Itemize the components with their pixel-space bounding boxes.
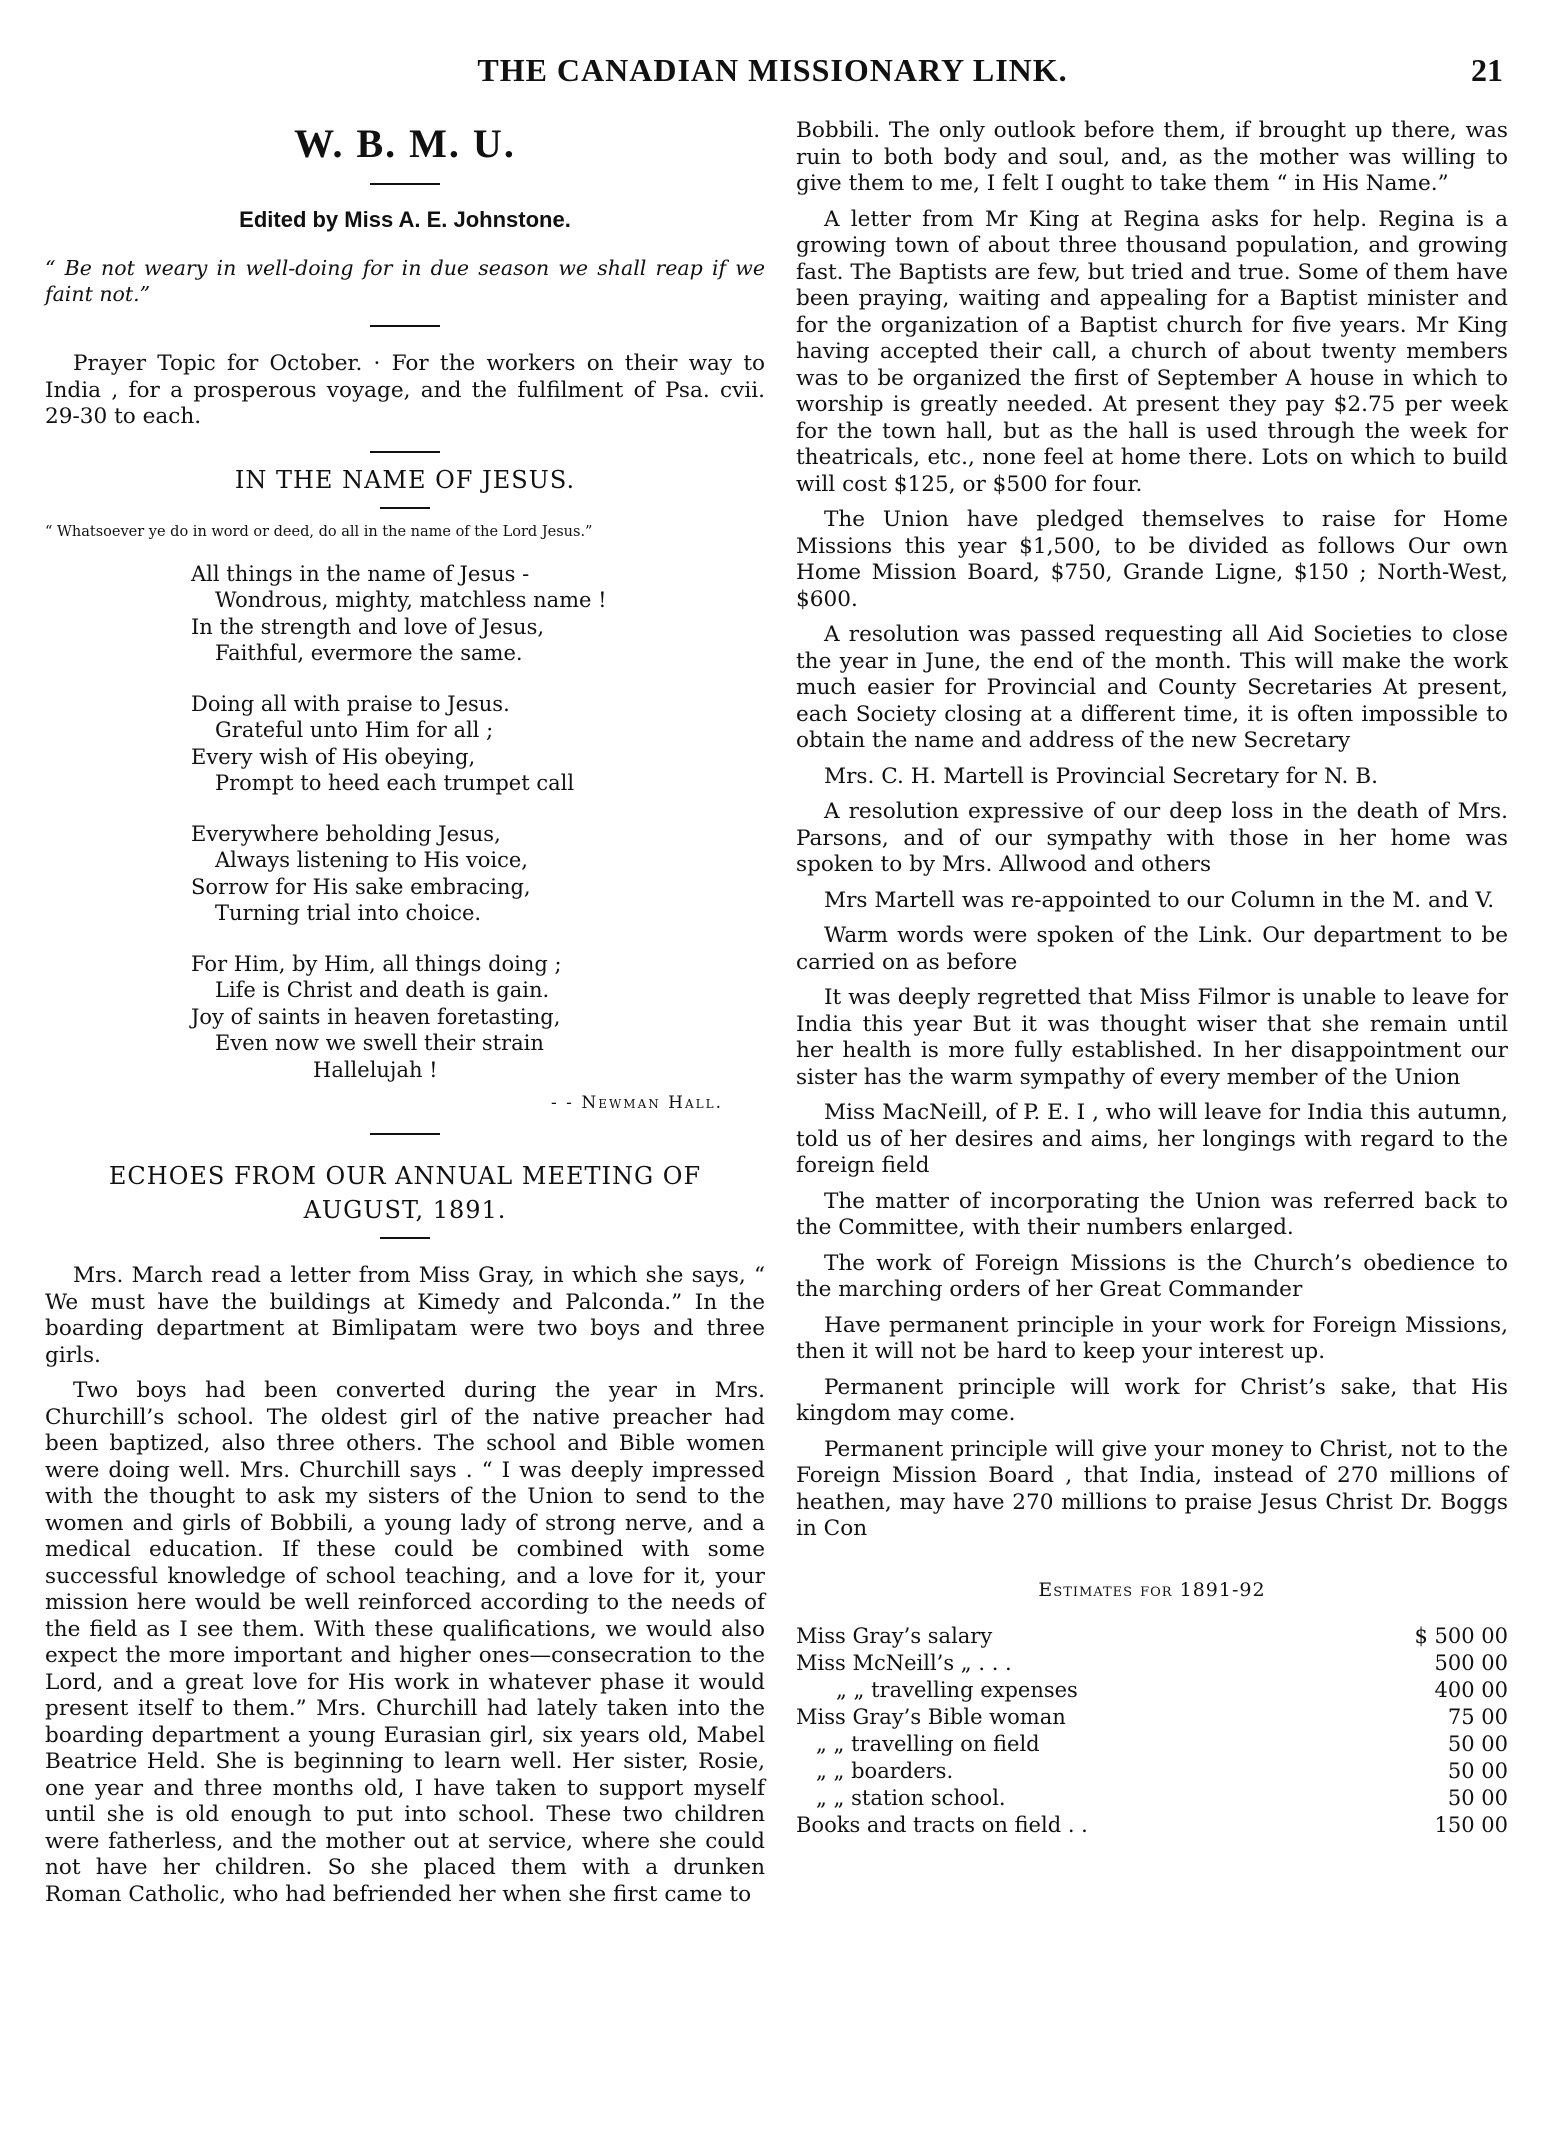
divider bbox=[380, 1237, 430, 1239]
poem-line: In the strength and love of Jesus, bbox=[191, 614, 545, 639]
poem-attribution: - - Newman Hall. bbox=[551, 1093, 723, 1113]
paragraph: A resolution expressive of our deep loss in the death of Mrs. Parsons, and of our sympathy with those in her home was spoken to by Mrs. Allwood and others bbox=[796, 799, 1508, 877]
estimate-item: „ „ station school. bbox=[816, 1785, 1006, 1810]
poem-line: Every wish of His obeying, bbox=[191, 744, 476, 769]
table-row bbox=[796, 1812, 1508, 1839]
poem bbox=[191, 561, 765, 1084]
poem-line: Wondrous, mighty, matchless name ! bbox=[215, 588, 607, 612]
table-row bbox=[796, 1785, 1508, 1812]
poem-line: Grateful unto Him for all ; bbox=[215, 718, 494, 742]
poem-line: Doing all with praise to Jesus. bbox=[191, 691, 510, 716]
running-title: THE CANADIAN MISSIONARY LINK. bbox=[477, 52, 1068, 88]
paragraph: Mrs. March read a letter from Miss Gray, in which she says, “ We must have the buildings at Kimedy and Palconda.” In the boarding department at Bimlipatam were two boys and three girls. bbox=[45, 1263, 765, 1368]
paragraph: A letter from Mr King at Regina asks for help. Regina is a growing town of about three thousand population, and growing fast. The Baptists are few, but tried and true. Some of them have been praying, waiting and appealing for a Baptist minister and for the organization of a Baptist church for five years. Mr King having accepted their call, a church of about twenty members was to be organized the first of September A house in which to worship is greatly needed. At present they pay $2.75 per week for the town hall, but as the hall is used through the week for theatricals, etc., none feel at home there. Lots on which to build will cost $125, or $500 for four. bbox=[796, 206, 1508, 497]
estimate-item: „ „ travelling on field bbox=[816, 1731, 1040, 1756]
estimate-item: „ „ travelling expenses bbox=[836, 1677, 1078, 1702]
editor-credit: Edited by Miss A. E. Johnstone. bbox=[239, 207, 571, 232]
estimate-amount: $ 500 00 bbox=[1414, 1623, 1508, 1648]
epigraph: “ Whatsoever ye do in word or deed, do all in the name of the Lord Jesus.” bbox=[45, 523, 593, 540]
poem-line: For Him, by Him, all things doing ; bbox=[191, 951, 562, 976]
stanza bbox=[191, 951, 765, 1084]
right-column bbox=[796, 118, 1508, 1839]
table-row bbox=[796, 1650, 1508, 1677]
paragraph: Permanent principle will give your money to Christ, not to the Foreign Mission Board , that India, instead of 270 millions of heathen, may have 270 millions to praise Jesus Christ Dr. Boggs in Con bbox=[796, 1436, 1508, 1541]
divider bbox=[370, 451, 440, 453]
divider bbox=[380, 507, 430, 509]
estimate-amount: 150 00 bbox=[1434, 1812, 1508, 1837]
poem-line: Always listening to His voice, bbox=[215, 848, 528, 872]
estimate-amount: 400 00 bbox=[1434, 1677, 1508, 1702]
stanza bbox=[191, 691, 765, 797]
estimate-item: Miss McNeill’s „ . . . bbox=[796, 1650, 1012, 1675]
stanza bbox=[191, 561, 765, 667]
page-number: 21 bbox=[1471, 52, 1503, 88]
paragraph: Bobbili. The only outlook before them, if brought up there, was ruin to both body and soul, and, as the mother was willing to give them to me, I felt I ought to take them “ in His Name.” bbox=[796, 118, 1508, 196]
poem-line: Even now we swell their strain bbox=[215, 1031, 544, 1055]
prayer-topic: Prayer Topic for October. · For the workers on their way to India , for a prosperous voyage, and the fulfilment of Psa. cvii. 29-30 to each. bbox=[45, 351, 765, 429]
estimate-amount: 50 00 bbox=[1447, 1731, 1508, 1756]
table-row bbox=[796, 1704, 1508, 1731]
estimate-item: Books and tracts on field . . bbox=[796, 1812, 1088, 1837]
poem-line: Joy of saints in heaven foretasting, bbox=[191, 1004, 561, 1029]
estimate-amount: 50 00 bbox=[1447, 1758, 1508, 1783]
paragraph: Mrs Martell was re-appointed to our Column in the M. and V. bbox=[824, 887, 1495, 913]
estimate-amount: 50 00 bbox=[1447, 1785, 1508, 1810]
paragraph: The matter of incorporating the Union was referred back to the Committee, with their numbers enlarged. bbox=[796, 1188, 1508, 1240]
divider bbox=[370, 1133, 440, 1135]
echoes-heading: ECHOES FROM OUR ANNUAL MEETING OF AUGUST, 1891. bbox=[108, 1162, 702, 1224]
poem-line: Prompt to heed each trumpet call bbox=[215, 771, 575, 795]
paragraph: Two boys had been converted during the year in Mrs. Churchill’s school. The oldest girl of the native preacher had been baptized, also three others. The school and Bible women were doing well. Mrs. Churchill says . “ I was deeply impressed with the thought to ask my sisters of the Union to send to the women and girls of Bobbili, a young lady of strong nerve, and a medical education. If these could be combined with some successful knowledge of school teaching, and a love for it, your mission here would be well reinforced according to the needs of the field as I see them. With these qualifications, we would also expect the more important and higher ones—consecration to the Lord, and a great love for His work in whatever phase it would present itself to them.” Mrs. Churchill had lately taken into the boarding department a young Eurasian girl, six years old, Mabel Beatrice Held. She is beginning to learn well. Her sister, Rosie, one year and three months old, I have taken to support myself until she is old enough to put into school. These two children were fatherless, and the mother out at service, where she could not have her children. So she placed them with a drunken Roman Catholic, who had befriended her when she first came to bbox=[45, 1378, 765, 1907]
poem-line: Turning trial into choice. bbox=[215, 901, 482, 925]
divider bbox=[370, 325, 440, 327]
table-row bbox=[796, 1731, 1508, 1758]
estimate-amount: 500 00 bbox=[1434, 1650, 1508, 1675]
poem-line: All things in the name of Jesus - bbox=[191, 561, 530, 586]
paragraph: The Union have pledged themselves to raise for Home Missions this year $1,500, to be divided as follows Our own Home Mission Board, $750, Grande Ligne, $150 ; North-West, $600. bbox=[796, 507, 1508, 612]
estimates-title: Estimates for 1891-92 bbox=[1038, 1578, 1266, 1601]
paragraph: A resolution was passed requesting all Aid Societies to close the year in June, the end of the month. This will make the work much easier for Provincial and County Secretaries At present, each Society closing at a different time, it is often impossible to obtain the name and address of the new Secretary bbox=[796, 622, 1508, 753]
poem-line: Sorrow for His sake embracing, bbox=[191, 874, 531, 899]
divider bbox=[370, 183, 440, 185]
poem-line: Life is Christ and death is gain. bbox=[215, 978, 550, 1002]
paragraph: Miss MacNeill, of P. E. I , who will leave for India this autumn, told us of her desires and aims, her longings with regard to the foreign field bbox=[796, 1100, 1508, 1178]
poem-line: Hallelujah ! bbox=[313, 1057, 438, 1082]
paragraph: Have permanent principle in your work for Foreign Missions, then it will not be hard to keep your interest up. bbox=[796, 1312, 1508, 1364]
estimate-item: „ „ boarders. bbox=[816, 1758, 954, 1783]
left-column bbox=[45, 118, 765, 1908]
estimate-item: Miss Gray’s Bible woman bbox=[796, 1704, 1066, 1729]
paragraph: Permanent principle will work for Christ’s sake, that His kingdom may come. bbox=[796, 1374, 1508, 1426]
poem-line: Everywhere beholding Jesus, bbox=[191, 821, 501, 846]
table-row bbox=[796, 1758, 1508, 1785]
poem-title: IN THE NAME OF JESUS. bbox=[234, 465, 576, 494]
table-row bbox=[796, 1677, 1508, 1704]
stanza bbox=[191, 821, 765, 927]
estimates-table bbox=[796, 1623, 1508, 1839]
estimate-item: Miss Gray’s salary bbox=[796, 1623, 993, 1648]
table-row bbox=[796, 1623, 1508, 1650]
paragraph: Mrs. C. H. Martell is Provincial Secretary for N. B. bbox=[824, 763, 1378, 789]
poem-line: Faithful, evermore the same. bbox=[215, 641, 523, 665]
estimate-amount: 75 00 bbox=[1447, 1704, 1508, 1729]
paragraph: Warm words were spoken of the Link. Our department to be carried on as before bbox=[796, 923, 1508, 975]
motto: “ Be not weary in well-doing for in due season we shall reap if we faint not.” bbox=[45, 256, 765, 306]
paragraph: It was deeply regretted that Miss Filmor is unable to leave for India this year But it was thought wiser that she remain until her health is more fully established. In her disappointment our sister has the warm sympathy of every member of the Union bbox=[796, 985, 1508, 1090]
section-title: W. B. M. U. bbox=[294, 121, 516, 166]
paragraph: The work of Foreign Missions is the Church’s obedience to the marching orders of her Great Commander bbox=[796, 1250, 1508, 1302]
